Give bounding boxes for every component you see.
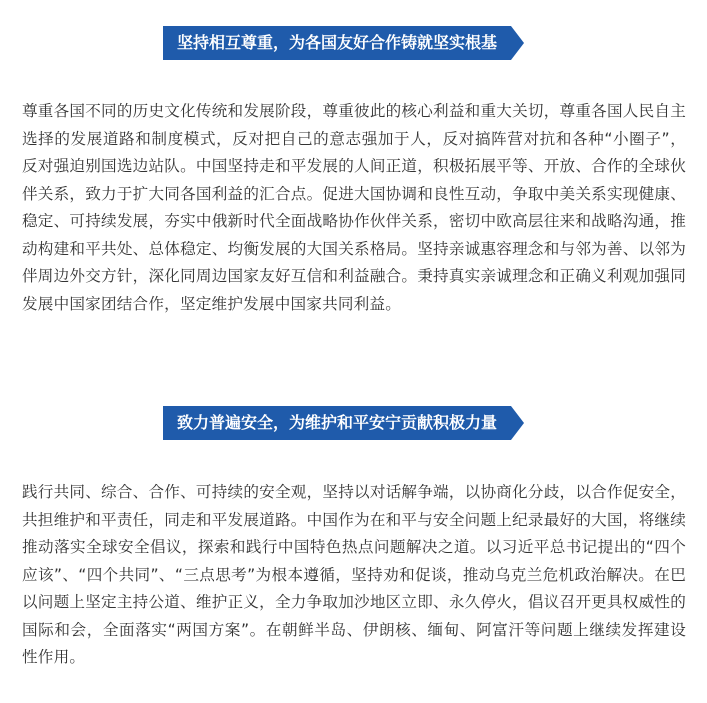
heading-ribbon bbox=[163, 26, 511, 60]
section-heading: 致力普遍安全，为维护和平安宁贡献积极力量 bbox=[177, 413, 498, 432]
section-heading-banner bbox=[163, 26, 511, 60]
section-paragraph: 践行共同、综合、合作、可持续的安全观，坚持以对话解争端，以协商化分歧，以合作促安全，共担维护和平责任，同走和平发展道路。中国作为在和平与安全问题上纪录最好的大国，将继续推动落实全球安全倡议，探索和践行中国特色热点问题解决之道。以习近平总书记提出的“四个应该”、“四个共同”、“三点思考”为根本遵循，坚持劝和促谈，推动乌克兰危机政治解决。在巴以问题上坚定主持公道、维护正义，全力争取加沙地区立即、永久停火，倡议召开更具权威性的国际和会，全面落实“两国方案”。在朝鲜半岛、伊朗核、缅甸、阿富汗等问题上继续发挥建设性作用。 bbox=[22, 483, 686, 666]
section-heading: 坚持相互尊重，为各国友好合作铸就坚实根基 bbox=[177, 33, 498, 52]
section-paragraph: 尊重各国不同的历史文化传统和发展阶段，尊重彼此的核心利益和重大关切，尊重各国人民自主选择的发展道路和制度模式，反对把自己的意志强加于人，反对搞阵营对抗和各种“小圈子”，反对强迫别国选边站队。中国坚持走和平发展的人间正道，积极拓展平等、开放、合作的全球伙伴关系，致力于扩大同各国利益的汇合点。促进大国协调和良性互动，争取中美关系实现健康、稳定、可持续发展，夯实中俄新时代全面战略协作伙伴关系，密切中欧高层往来和战略沟通，推动构建和平共处、总体稳定、均衡发展的大国关系格局。坚持亲诚惠容理念和与邻为善、以邻为伴周边外交方针，深化同周边国家友好互信和利益融合。秉持真实亲诚理念和正确义利观加强同发展中国家团结合作，坚定维护发展中国家共同利益。 bbox=[22, 102, 686, 313]
heading-ribbon bbox=[163, 406, 511, 440]
section-heading-banner bbox=[163, 406, 511, 440]
